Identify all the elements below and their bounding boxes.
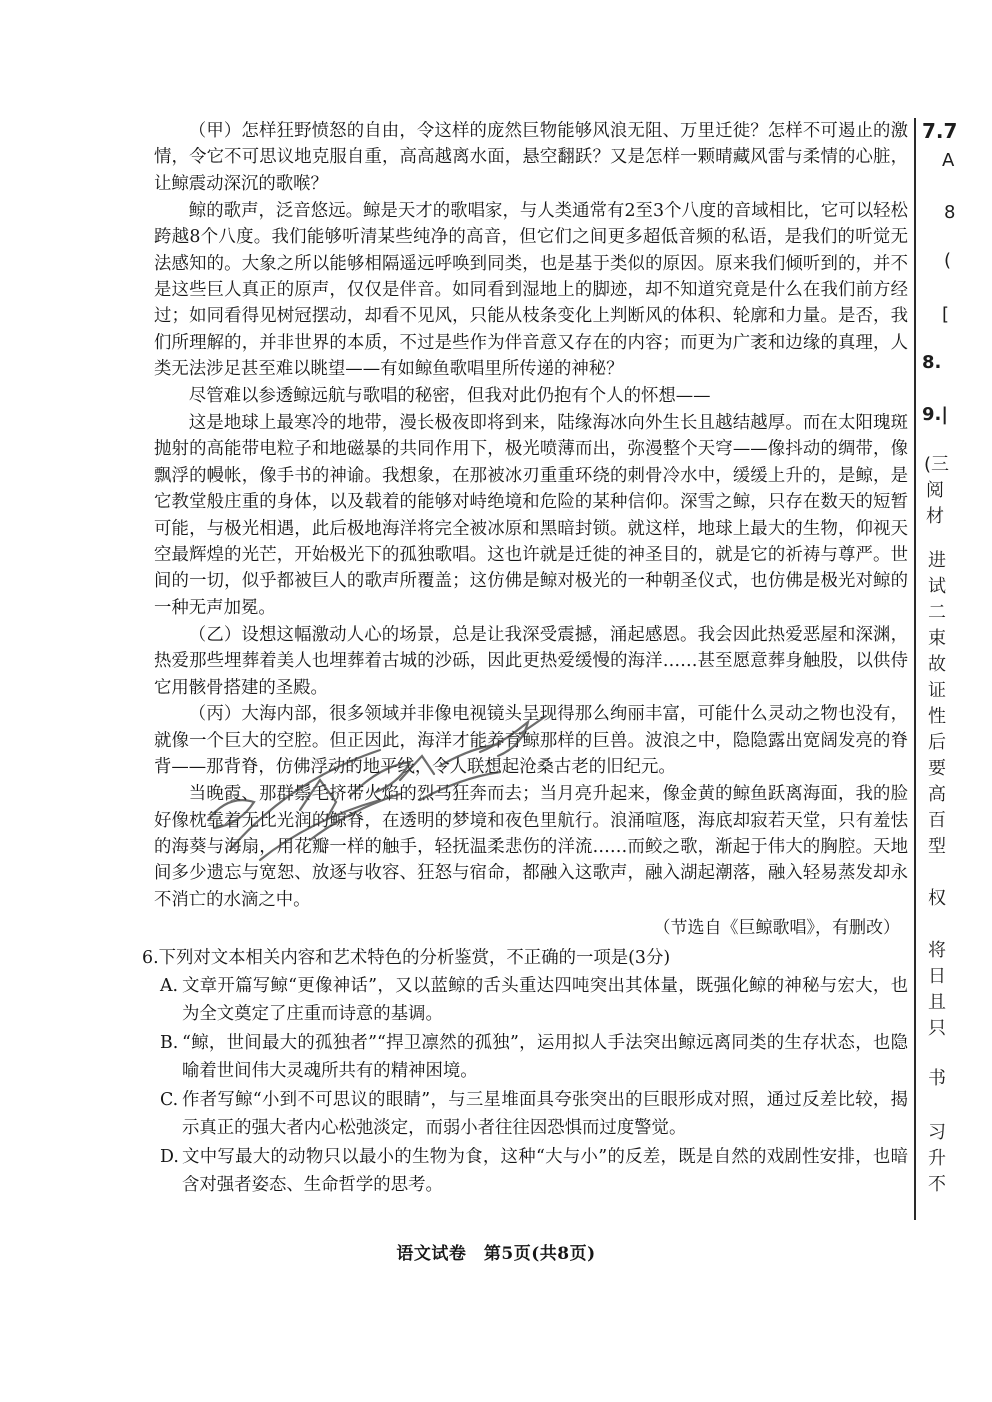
margin-fragment: 8 [944,202,956,223]
margin-fragment: ( [944,250,952,271]
margin-fragment: 证 [928,680,946,701]
adjacent-page-margin [918,118,992,1228]
margin-fragment: 书 [928,1068,946,1089]
passage-paragraph-4: 这是地球上最寒冷的地带，漫长极夜即将到来，陆缘海冰向外生长且越结越厚。而在太阳瑰斑抛射的高能带电粒子和地磁暴的共同作用下，极光喷薄而出，弥漫整个天穹——像抖动的绸带，像飘浮的幔帐，像手书的神谕。我想象，在那被冰刃重重环绕的刺骨冷水中，缓缓上升的，是鲸，是它教堂般庄重的身体，以及载着的能够对峙绝境和危险的某种信仰。深雪之鲸，只存在数天的短暂可能，与极光相遇，此后极地海洋将完全被冰原和黑暗封锁。就这样，地球上最大的生物，仰视天空最辉煌的光芒，开始极光下的孤独歌唱。这也许就是迁徙的神圣目的，就是它的祈祷与尊严。世间的一切，似乎都被巨人的歌声所覆盖；这仿佛是鲸对极光的一种朝圣仪式，也仿佛是极光对鲸的一种无声加冕。 [154,412,908,618]
question-6 [142,945,908,1200]
option-text: 文章开篇写鲸“更像神话”，又以蓝鲸的舌头重达四吨突出其体量，既强化鲸的神秘与宏大，也为全文奠定了庄重而诗意的基调。 [182,975,908,1025]
margin-fragment: 阅 [926,480,944,501]
margin-fragment: 束 [928,628,946,649]
margin-fragment: 升 [928,1148,946,1169]
passage-paragraph-6: （丙）大海内部，很多领域并非像电视镜头呈现得那么绚丽丰富，可能什么灵动之物也没有，就像一个巨大的空腔。但正因此，海洋才能养育鲸那样的巨兽。波浪之中，隐隐露出宽阔发亮的脊背——那背脊，仿佛浮动的地平线，令人联想起沧桑古老的旧纪元。 [154,704,908,778]
margin-fragment: A [942,150,955,171]
passage-paragraph-7: 当晚霞、那群鬃毛挤带火焰的烈马狂奔而去；当月亮升起来，像金黄的鲸鱼跃离海面，我的脸好像枕靠着无比光润的鲸脊，在透明的梦境和夜色里航行。浪涌喧豗，海底却寂若天堂，只有羞怯的海葵与海扇，用花瓣一样的触手，轻抚温柔悲伤的洋流……而鲛之歌，渐起于伟大的胸腔。天地间多少遗忘与宽恕、放逐与收容、狂怒与宿命，都融入这歌声，融入湖起潮落，融入轻易蒸发却永不消亡的水滴之中。 [154,784,908,910]
margin-fragment: 二 [928,602,946,623]
margin-fragment: 8. [922,352,942,373]
margin-fragment: 后 [928,732,946,753]
option-letter: A. [160,975,179,996]
column-divider [914,118,916,1220]
option-d[interactable] [142,1143,908,1200]
margin-fragment: 只 [928,1018,946,1039]
option-b[interactable] [142,1029,908,1086]
margin-fragment: 习 [928,1122,946,1143]
option-text: 作者写鲸“小到不可思议的眼睛”，与三星堆面具夸张突出的巨眼形成对照，通过反差比较，揭示真正的强大者内心松弛淡定，而弱小者往往因恐惧而过度警觉。 [182,1089,908,1139]
margin-fragment: 故 [928,654,946,675]
margin-fragment: 9.| [922,404,948,425]
margin-fragment: 进 [928,550,946,571]
margin-fragment: 将 [928,940,946,961]
option-text: 文中写最大的动物只以最小的生物为食，这种“大与小”的反差，既是自然的戏剧性安排，也暗含对强者姿态、生命哲学的思考。 [182,1146,908,1196]
margin-fragment: 高 [928,784,946,805]
margin-fragment: 日 [928,966,946,987]
margin-fragment: 型 [928,836,946,857]
option-letter: C. [160,1089,179,1110]
question-stem: 6.下列对文本相关内容和艺术特色的分析鉴赏，不正确的一项是(3分) [142,947,671,968]
option-text: “鲸，世间最大的孤独者”“捍卫凛然的孤独”，运用拟人手法突出鲸远离同类的生存状态，也隐喻着世间伟大灵魂所共有的精神困境。 [182,1032,908,1082]
passage-paragraph-1: （甲）怎样狂野愤怒的自由，令这样的庞然巨物能够风浪无阻、万里迁徙？怎样不可遏止的激情，令它不可思议地克服自重，高高越离水面，悬空翻跃？又是怎样一颗晴藏风雷与柔情的心脏，让鲸震动深沉的歌喉？ [154,121,908,194]
margin-fragment: [ [942,304,950,325]
option-letter: B. [160,1032,179,1053]
margin-fragment: 7.7 [922,119,958,143]
margin-fragment: 材 [926,506,944,527]
margin-fragment: 且 [928,992,946,1013]
margin-fragment: 权 [928,888,946,909]
passage-paragraph-3: 尽管难以参透鲸远航与歌唱的秘密，但我对此仍抱有个人的怀想—— [188,386,711,407]
option-letter: D. [160,1146,179,1167]
margin-fragment: 试 [928,576,946,597]
passage-source: （节选自《巨鲸歌唱》，有删改） [653,918,900,939]
margin-fragment: 要 [928,758,946,779]
option-c[interactable] [142,1086,908,1143]
margin-fragment: (三 [924,454,950,475]
passage-paragraph-2: 鲸的歌声，泛音悠远。鲸是天才的歌唱家，与人类通常有2至3个八度的音域相比，它可以轻松跨越8个八度。我们能够听清某些纯净的高音，但它们之间更多超低音频的私语，是我们的听觉无法感知的。大象之所以能够相隔遥远呼唤到同类，也是基于类似的原因。原来我们倾听到的，并不是这些巨人真正的原声，仅仅是伴音。如同看到湿地上的脚迹，却不知道究竟是什么在我们前方经过；如同看得见树冠摆动，却看不见风，只能从枝条变化上判断风的体积、轮廓和力量。是否，我们所理解的，并非世界的本质，不过是些作为伴音意又存在的内容；而更为广袤和边缘的真理，人类无法涉足甚至难以眺望——有如鲸鱼歌唱里所传递的神秘？ [154,200,908,380]
main-column [142,118,908,1200]
margin-fragment: 不 [928,1174,946,1195]
option-a[interactable] [142,972,908,1029]
margin-fragment: 百 [928,810,946,831]
page-footer: 语文试卷 第5页(共8页) [396,1244,596,1264]
passage-paragraph-5: （乙）设想这幅激动人心的场景，总是让我深受震撼，涌起感恩。我会因此热爱恶屋和深渊，热爱那些埋葬着美人也埋葬着古城的沙砾，因此更热爱缓慢的海洋……甚至愿意葬身触股，以供侍它用骸骨搭建的圣殿。 [154,624,908,698]
margin-fragment: 性 [928,706,946,727]
